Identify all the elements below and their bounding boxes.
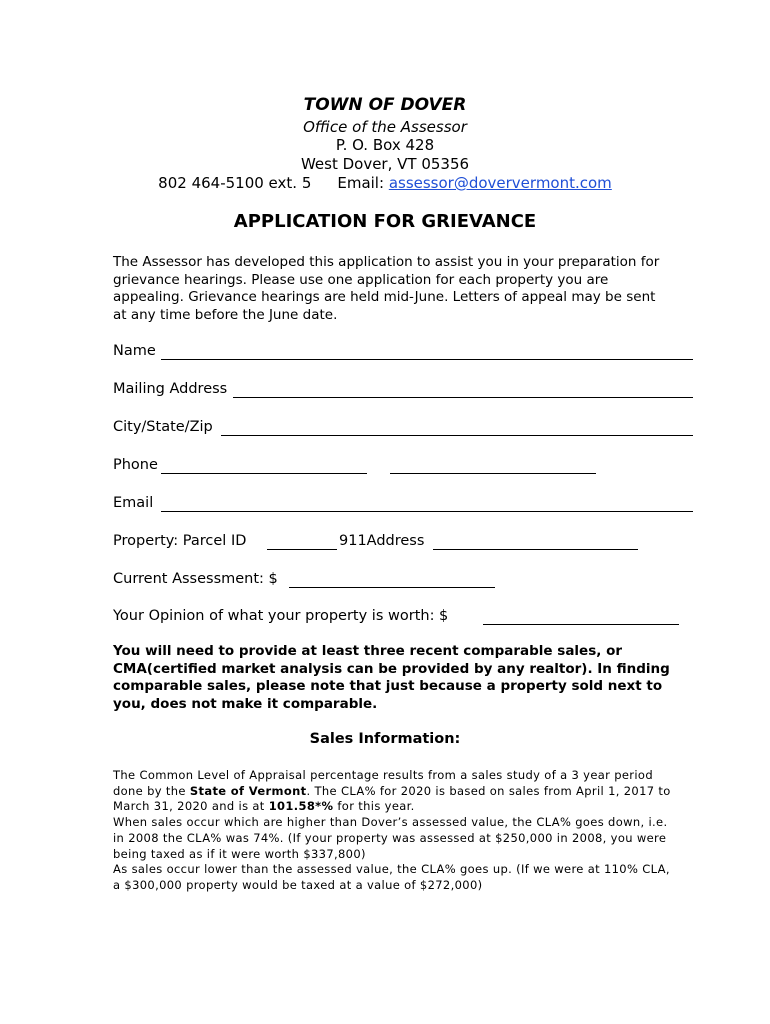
- sales-paragraph-3: As sales occur lower than the assessed value, the CLA% goes up. (If we were at 110% CLA, a $300,000 property would be taxed at a value of $272,000): [113, 862, 670, 892]
- parcel-id-label: Property: Parcel ID: [113, 533, 247, 549]
- mailing-address-field: [113, 379, 695, 399]
- town-name: TOWN OF DOVER: [303, 95, 467, 115]
- city-state-zip-label: City/State/Zip: [113, 419, 213, 435]
- email-link[interactable]: assessor@doververmont.com: [388, 174, 612, 192]
- phone-line-1[interactable]: [161, 473, 367, 474]
- phone-line-2[interactable]: [390, 473, 596, 474]
- email-line[interactable]: [161, 511, 693, 512]
- email-field-label: Email: [113, 495, 154, 511]
- current-assessment-line[interactable]: [289, 587, 495, 588]
- sales-info-text: [113, 768, 673, 894]
- address-911-label: 911Address: [339, 533, 425, 549]
- city-state-zip-line[interactable]: [221, 435, 693, 436]
- name-label: Name: [113, 343, 156, 359]
- page-title: APPLICATION FOR GRIEVANCE: [233, 211, 537, 232]
- opinion-field: [113, 606, 695, 626]
- name-line[interactable]: [161, 359, 693, 360]
- sales-paragraph-2: When sales occur which are higher than Dover’s assessed value, the CLA% goes down, i.e. in 2008 the CLA% was 74%. (If your property was assessed at $250,000 in 2008, you were being taxed as if it were worth $337,800): [113, 815, 668, 861]
- current-assessment-field: [113, 569, 695, 589]
- mailing-address-line[interactable]: [233, 397, 693, 398]
- office-name: Office of the Assessor: [303, 118, 467, 136]
- parcel-id-line[interactable]: [267, 549, 337, 550]
- opinion-line[interactable]: [483, 624, 679, 625]
- current-assessment-label: Current Assessment: $: [113, 571, 278, 587]
- opinion-label: Your Opinion of what your property is worth: $: [113, 608, 449, 624]
- intro-paragraph: The Assessor has developed this application to assist you in your preparation for grievance hearings. Please use one application for each property you are appealing. Grievance hearings are held mid-June. Letters of appeal may be sent at any time before the June date.: [113, 254, 660, 323]
- property-field: [113, 531, 695, 551]
- address-911-line[interactable]: [433, 549, 638, 550]
- mailing-address-label: Mailing Address: [113, 381, 228, 397]
- phone-field: [113, 455, 695, 475]
- email-field: [113, 493, 695, 513]
- email-label: Email:: [337, 174, 385, 192]
- phone-label: Phone: [113, 457, 158, 473]
- city-line: West Dover, VT 05356: [300, 155, 470, 173]
- contact-line: [0, 174, 770, 192]
- state-of-vermont: State of Vermont: [189, 783, 307, 798]
- sales-heading: Sales Information:: [309, 731, 461, 747]
- sales-paragraph-1: The Common Level of Appraisal percentage results from a sales study of a 3 year period done by the State of Vermont. The CLA% for 2020 is based on sales from April 1, 2017 to March 31, 2020 and is at 101.58*% for this year.: [113, 768, 671, 814]
- city-state-zip-field: [113, 417, 695, 437]
- po-box: P. O. Box 428: [335, 136, 435, 154]
- cla-rate: 101.58*%: [268, 799, 334, 814]
- comparable-sales-note: You will need to provide at least three recent comparable sales, or CMA(certified market analysis can be provided by any realtor). In finding comparable sales, please note that just because a property sold next to you, does not make it comparable.: [113, 643, 670, 712]
- name-field: [113, 341, 695, 361]
- phone-number: 802 464-5100 ext. 5: [158, 174, 312, 192]
